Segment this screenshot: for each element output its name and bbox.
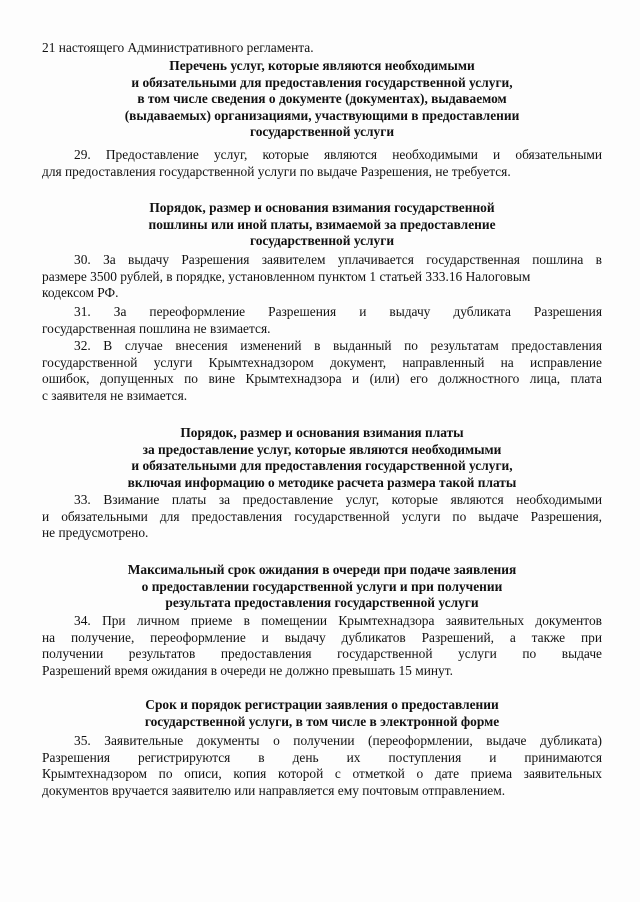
text-line: с заявителя не взимается. — [42, 387, 188, 403]
text-line: 32. В случае внесения изменений в выданный по результатам предоставления — [74, 338, 602, 353]
section-heading-queue-time — [42, 562, 602, 612]
heading-line: за предоставление услуг, которые являются необходимыми — [142, 441, 502, 457]
heading-line: о предоставлении государственной услуги и при получении — [141, 578, 503, 594]
heading-line: Порядок, размер и основания взимания государственной — [149, 200, 495, 215]
text-line: для предоставления государственной услуги по выдаче Разрешения, не требуется. — [42, 163, 511, 179]
section-heading-service-fees — [42, 425, 602, 491]
text-line: Разрешений время ожидания в очереди не должно превышать 15 минут. — [42, 662, 453, 678]
heading-line: Срок и порядок регистрации заявления о предоставлении — [145, 697, 499, 712]
text-line: не предусмотрено. — [42, 525, 149, 541]
heading-line: в том числе сведения о документе (документах), выдаваемом — [137, 91, 507, 107]
paragraph-31 — [42, 304, 602, 337]
paragraph-34 — [42, 613, 602, 679]
paragraph-30 — [42, 252, 602, 302]
section-heading-registration — [42, 697, 602, 730]
text-line: 29. Предоставление услуг, которые являются необходимыми и обязательными — [74, 147, 602, 162]
text-line: документов вручается заявителю или направляется ему почтовым отправлением. — [42, 782, 506, 798]
intro-paragraph — [42, 40, 602, 57]
text-line: Разрешения регистрируются в день их поступления и принимаются — [42, 749, 602, 765]
text-line: 31. За переоформление Разрешения и выдачу дубликата Разрешения — [74, 304, 602, 319]
text-line: 34. При личном приеме в помещении Крымтехнадзора заявительных документов — [74, 613, 602, 628]
heading-line: и обязательными для предоставления государственной услуги, — [131, 74, 513, 90]
text-line: государственная пошлина не взимается. — [42, 320, 271, 336]
paragraph-35 — [42, 733, 602, 799]
text-line: на получение, переоформление и выдачу дубликатов Разрешений, а также при — [42, 629, 602, 645]
heading-line: пошлины или иной платы, взимаемой за предоставление — [148, 216, 496, 232]
text-line: Крымтехнадзором по описи, копия которой с отметкой о дате приема заявительных — [42, 766, 602, 782]
text-line: 30. За выдачу Разрешения заявителем уплачивается государственная пошлина в — [74, 252, 602, 267]
heading-line: и обязательными для предоставления государственной услуги, — [131, 458, 513, 474]
text-line: 33. Взимание платы за предоставление услуг, которые являются необходимыми — [74, 492, 602, 507]
paragraph-29 — [42, 147, 602, 180]
text-line: кодексом РФ. — [42, 285, 119, 301]
text-line: 35. Заявительные документы о получении (переоформлении, выдаче дубликата) — [74, 733, 602, 748]
heading-line: результата предоставления государственной услуги — [165, 595, 479, 611]
section-heading-services — [42, 58, 602, 141]
paragraph-32 — [42, 338, 602, 404]
paragraph-33 — [42, 492, 602, 542]
text-line: размере 3500 рублей, в порядке, установленном пунктом 1 статьей 333.16 Налоговым — [42, 268, 531, 284]
section-heading-state-fee — [42, 200, 602, 250]
text-line: ошибок, допущенных по вине Крымтехнадзора и (или) его должностного лица, плата — [42, 371, 602, 387]
heading-line: государственной услуги — [249, 233, 395, 249]
heading-line: Порядок, размер и основания взимания платы — [180, 425, 464, 440]
heading-line: государственной услуги — [249, 124, 395, 140]
heading-line: включая информацию о методике расчета размера такой платы — [127, 474, 517, 490]
heading-line: государственной услуги, в том числе в электронной форме — [144, 713, 500, 729]
heading-line: Максимальный срок ожидания в очереди при подаче заявления — [127, 562, 517, 577]
text-line: получении результатов предоставления государственной услуги по выдаче — [42, 646, 602, 662]
text-line: государственной услуги Крымтехнадзором документ, направленный на исправление — [42, 354, 602, 370]
heading-line: Перечень услуг, которые являются необходимыми — [169, 58, 475, 73]
heading-line: (выдаваемых) организациями, участвующими в предоставлении — [124, 107, 520, 123]
text-line: и обязательными для предоставления государственной услуги по выдаче Разрешения, — [42, 508, 602, 524]
text-line: 21 настоящего Административного регламента. — [42, 40, 314, 55]
